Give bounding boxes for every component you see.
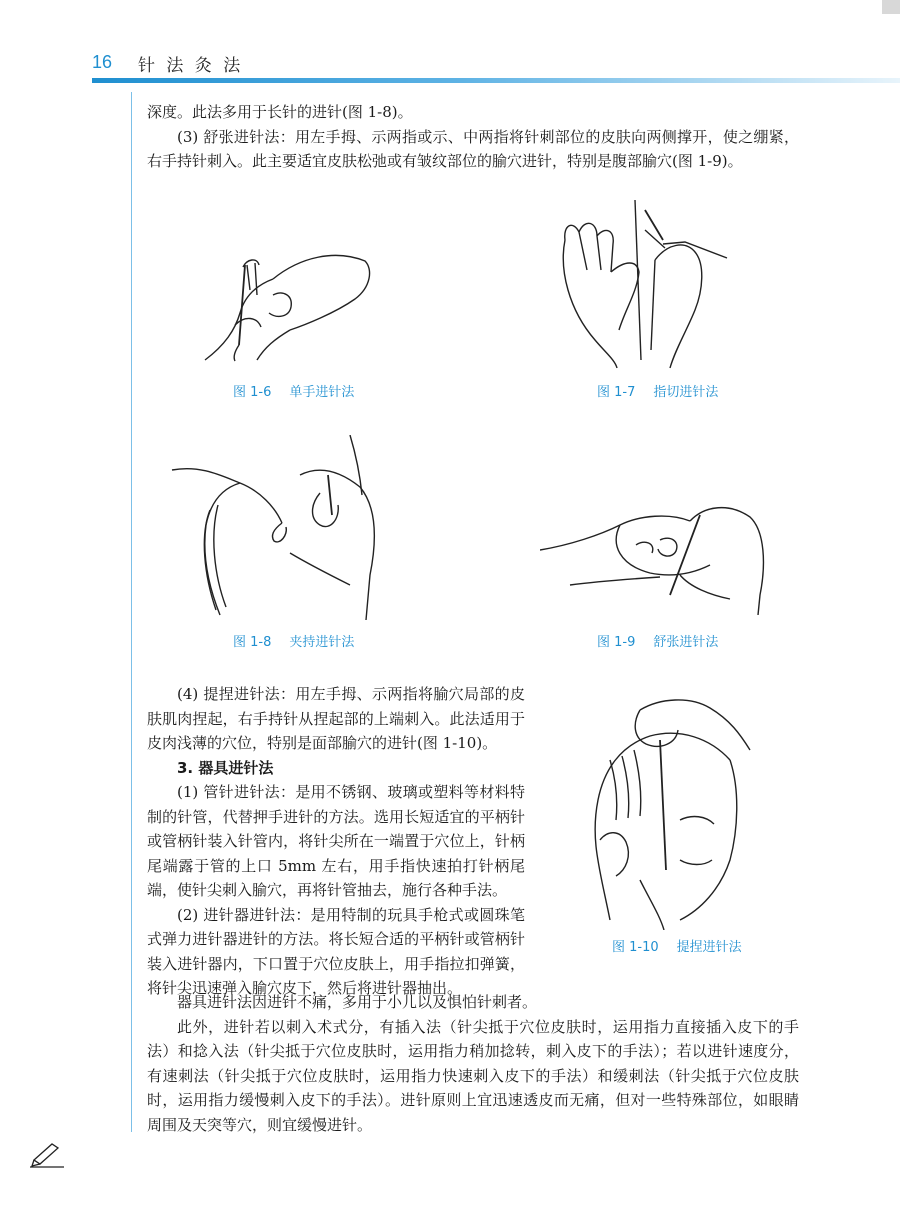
top-text-block	[147, 100, 799, 174]
paragraph: (1) 管针进针法：是用不锈钢、玻璃或塑料等材料特制的针管，代替押手进针的方法。选用长短适宜的平柄针或管柄针装入针管内，将针尖所在一端置于穴位上，针柄尾端露于管的上口 5mm 左右，用手指快速拍打针柄尾端，使针尖刺入腧穴，再将针管抽去，施行各种手法。	[147, 783, 525, 899]
figure-number: 图 1-8	[233, 635, 272, 650]
figure-1-9-caption	[597, 631, 718, 650]
figure-1-7-caption	[597, 381, 718, 400]
header-rule	[92, 78, 900, 83]
figure-1-10-illustration	[580, 690, 760, 930]
paragraph: 此外，进针若以刺入术式分，有插入法（针尖抵于穴位皮肤时，运用指力直接插入皮下的手法）和捻入法（针尖抵于穴位皮肤时，运用指力稍加捻转，刺入皮下的手法）；若以进针速度分，有速刺法（针尖抵于穴位皮肤时，运用指力快速刺入皮下的手法）和缓刺法（针尖抵于穴位皮肤时，运用指力缓慢刺入皮下的手法）。进针原则上宜迅速透皮而无痛，但对一些特殊部位，如眼睛周围及天突等穴，则宜缓慢进针。	[147, 1017, 799, 1134]
figure-1-10-caption	[612, 936, 742, 955]
figure-number: 图 1-7	[597, 385, 636, 400]
figure-title: 夹持进针法	[289, 635, 355, 650]
figure-1-6-caption	[233, 381, 354, 400]
section-heading: 3. 器具进针法	[177, 758, 274, 777]
page-corner-mark	[882, 0, 900, 14]
paragraph: (4) 提捏进针法：用左手拇、示两指将腧穴局部的皮肤肌肉捏起，右手持针从捏起部的上端刺入。此法适用于皮肉浅薄的穴位，特别是面部腧穴的进针(图 1-10)。	[147, 685, 525, 752]
left-text-block	[147, 682, 525, 1001]
paragraph: (2) 进针器进针法：是用特制的玩具手枪式或圆珠笔式弹力进针器进针的方法。将长短合适的平柄针或管柄针装入进针器内，下口置于穴位皮肤上，用手指拉扣弹簧，将针尖迅速弹入腧穴皮下，然后将进针器抽出。	[147, 905, 525, 997]
bottom-text-block	[147, 990, 799, 1137]
paragraph: 深度。此法多用于长针的进针(图 1-8)。	[147, 103, 413, 121]
figure-1-6-illustration	[195, 235, 385, 365]
figure-number: 图 1-6	[233, 385, 272, 400]
page-header	[92, 50, 900, 84]
paragraph: (3) 舒张进针法：用左手拇、示两指或示、中两指将针刺部位的皮肤向两侧撑开，使之绷紧，右手持针刺入。此主要适宜皮肤松弛或有皱纹部位的腧穴进针，特别是腹部腧穴(图 1-9)。	[147, 127, 799, 170]
page-number: 16	[92, 52, 113, 72]
pen-nib-icon	[30, 1140, 66, 1172]
figure-1-8-illustration	[170, 435, 385, 620]
figure-1-9-illustration	[540, 495, 770, 615]
running-title: 针 法 灸 法	[138, 56, 244, 76]
figure-title: 提捏进针法	[676, 940, 742, 955]
figure-number: 图 1-10	[612, 940, 659, 955]
figure-title: 指切进针法	[653, 385, 719, 400]
paragraph: 器具进针法因进针不痛，多用于小儿以及惧怕针刺者。	[177, 993, 538, 1011]
figure-1-7-illustration	[545, 200, 730, 370]
figure-1-8-caption	[233, 631, 354, 650]
figure-title: 舒张进针法	[653, 635, 719, 650]
margin-rule	[131, 92, 132, 1132]
figure-title: 单手进针法	[289, 385, 355, 400]
figure-number: 图 1-9	[597, 635, 636, 650]
